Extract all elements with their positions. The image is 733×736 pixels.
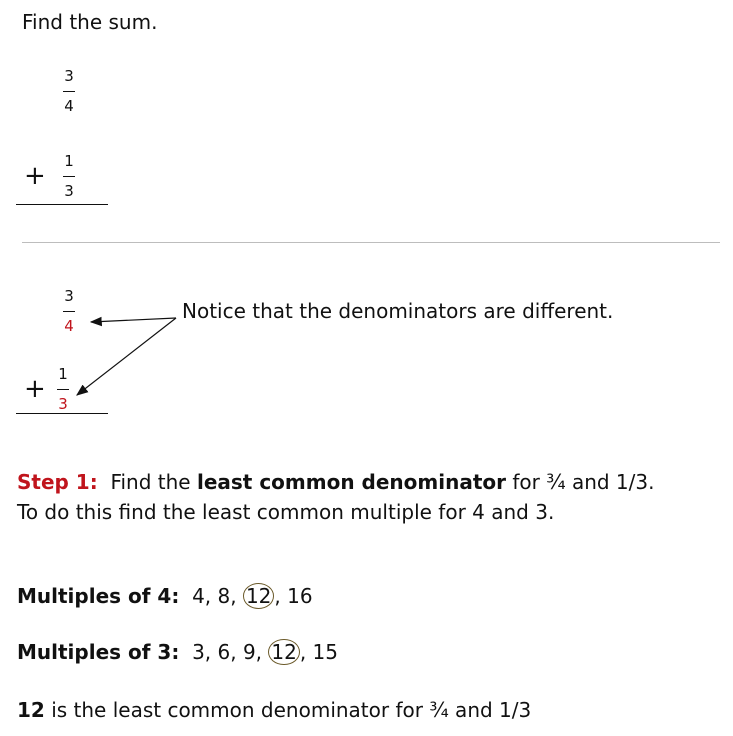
- multiples-list: , 15: [299, 640, 339, 664]
- arrow-to-denominator-4: [91, 318, 176, 322]
- plus-sign: +: [24, 374, 46, 404]
- conclusion-number: 12: [17, 698, 45, 722]
- denominator-highlighted: 3: [58, 395, 68, 413]
- page-title: Find the sum.: [22, 10, 158, 34]
- arrow-to-denominator-3: [77, 318, 176, 395]
- multiples-label: Multiples of 4:: [17, 584, 180, 608]
- step-text: for ¾ and 1/3.: [505, 470, 655, 494]
- numerator: 3: [64, 67, 74, 85]
- circled-lcm: 12: [243, 583, 274, 609]
- step-bold-term: least common denominator: [196, 470, 506, 494]
- plus-sign: +: [24, 161, 46, 191]
- multiples-of-4: [17, 584, 313, 608]
- denominator: 4: [64, 97, 74, 115]
- multiples-of-3: [17, 640, 338, 664]
- step-label: Step 1:: [17, 470, 98, 494]
- multiples-list: , 16: [274, 584, 313, 608]
- multiples-list: 4, 8,: [192, 584, 243, 608]
- numerator: 1: [58, 365, 68, 383]
- step1-line: [17, 470, 654, 494]
- step1-line2: To do this find the least common multiple for 4 and 3.: [17, 500, 555, 524]
- numerator: 3: [64, 287, 74, 305]
- conclusion-text: is the least common denominator for ¾ and 1/3: [44, 698, 532, 722]
- numerator: 1: [64, 152, 74, 170]
- circled-lcm: 12: [268, 639, 299, 665]
- step-text: Find the: [110, 470, 197, 494]
- multiples-list: 3, 6, 9,: [192, 640, 269, 664]
- denominator: 3: [64, 182, 74, 200]
- multiples-label: Multiples of 3:: [17, 640, 180, 664]
- conclusion: [17, 698, 531, 722]
- annotation-note: Notice that the denominators are different.: [182, 299, 614, 323]
- denominator-highlighted: 4: [64, 317, 74, 335]
